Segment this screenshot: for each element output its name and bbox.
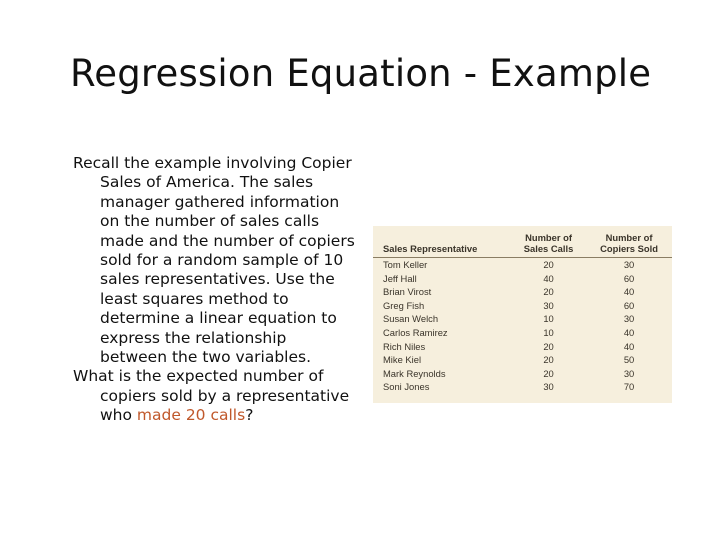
sales-calls-value: 40 [543,272,554,284]
rep-name: Tom Keller [383,259,428,270]
sales-calls-value: 30 [543,381,554,393]
copiers-sold-value: 40 [623,286,635,298]
table-row [373,367,672,381]
sales-calls-value: 20 [543,340,554,352]
table-row [373,380,672,394]
sales-calls-value: 30 [543,299,554,311]
table-row [373,299,672,313]
sales-calls-value: 10 [543,313,554,325]
rep-name: Mark Reynolds [383,367,446,379]
copiers-sold-value: 30 [623,367,635,379]
question-highlight: made 20 calls [136,406,246,425]
sales-calls-value: 10 [543,326,554,338]
table-row [373,353,672,367]
copiers-sold-value: 50 [623,354,635,366]
sales-calls-value: 20 [543,259,554,270]
sales-calls-value: 20 [543,354,554,366]
table-row [373,312,672,326]
table-row [373,326,672,340]
slide-title: Regression Equation - Example [70,52,652,95]
question-text: What is the expected number of copiers sold by a representative who [73,367,350,425]
table-row [373,258,672,272]
question-paragraph [73,367,358,425]
rep-name: Brian Virost [383,286,432,298]
rep-name: Soni Jones [383,381,430,393]
table-row [373,340,672,354]
rep-name: Carlos Ramirez [383,326,448,338]
sales-calls-value: 20 [543,367,554,379]
intro-paragraph: Recall the example involving Copier Sales of America. The sales manager gathered information on the number of sales calls made and the number of copiers sold for a random sample of 10 sales representatives. Use the least squares method to determine a linear equation to express the relationship between the two variables. [73,154,355,367]
copiers-sold-value: 40 [623,326,635,338]
rep-name: Rich Niles [383,340,426,352]
header-copiers-sold-line2: Copiers Sold [600,242,658,254]
copiers-sold-value: 30 [623,259,635,270]
table-header-row [373,226,672,258]
copiers-sold-value: 70 [623,381,635,393]
copiers-sold-value: 60 [623,299,635,311]
header-sales-representative: Sales Representative [373,226,511,258]
data-table [373,226,672,394]
slide-body [73,154,358,426]
copiers-sold-value: 30 [623,313,635,325]
rep-name: Susan Welch [383,313,439,325]
table-row [373,285,672,299]
copier-sales-table [373,226,672,403]
table-row [373,272,672,286]
rep-name: Greg Fish [383,299,425,311]
rep-name: Jeff Hall [383,272,417,284]
header-copiers-sold-line1: Number of [605,232,653,243]
copiers-sold-value: 60 [623,272,635,284]
sales-calls-value: 20 [543,286,554,298]
header-sales-calls-line1: Number of [525,232,572,243]
rep-name: Mike Kiel [383,354,422,366]
header-copiers-sold [586,226,672,258]
copiers-sold-value: 40 [623,340,635,352]
question-end: ? [245,406,254,425]
header-sales-calls [511,226,586,258]
header-sales-calls-line2: Sales Calls [523,242,574,254]
